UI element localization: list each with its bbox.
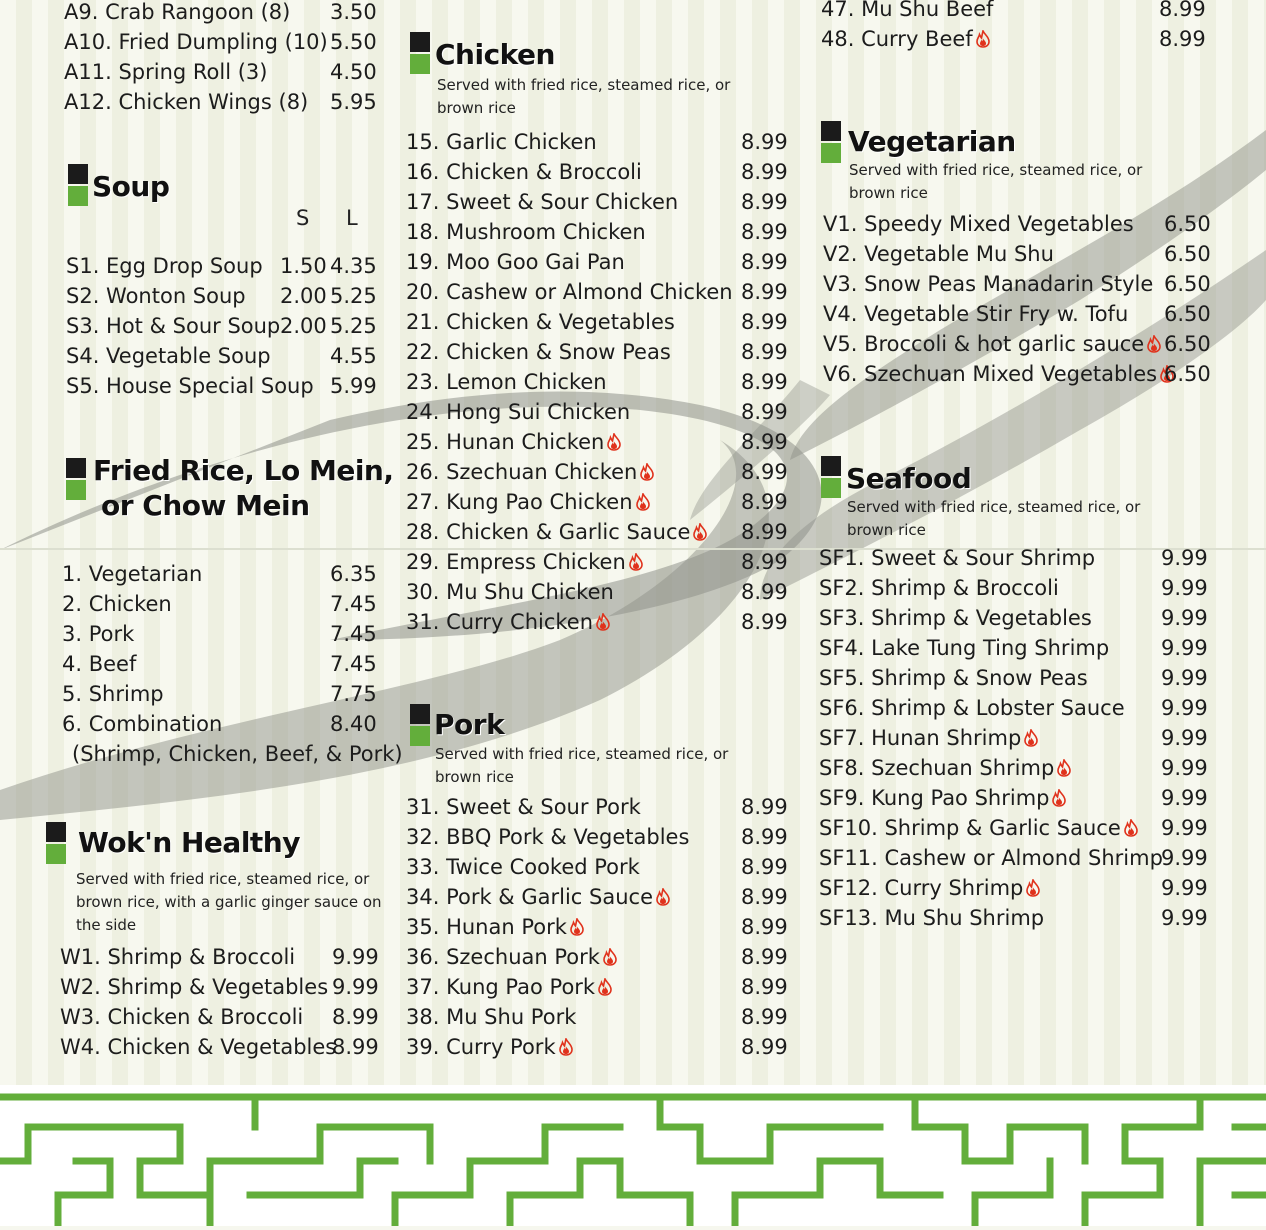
- menu-item: [406, 457, 791, 487]
- item-price: 9.99: [1161, 756, 1208, 780]
- menu-item: [406, 427, 791, 457]
- item-price: 9.99: [1161, 906, 1208, 930]
- chili-flame-icon: [603, 948, 617, 966]
- section-marker-icon: [821, 121, 841, 163]
- item-price: 8.99: [741, 430, 788, 454]
- section-title: Pork: [434, 708, 505, 741]
- menu-item: [406, 397, 791, 427]
- item-name: 37. Kung Pao Pork: [406, 975, 596, 999]
- item-name: SF1. Sweet & Sour Shrimp: [819, 546, 1096, 570]
- item-name: S2. Wonton Soup: [66, 284, 246, 308]
- decorative-fret-border: [0, 1085, 1266, 1226]
- item-price: 8.99: [741, 550, 788, 574]
- item-name: 18. Mushroom Chicken: [406, 220, 646, 244]
- item-name: SF3. Shrimp & Vegetables: [819, 606, 1092, 630]
- item-name: 15. Garlic Chicken: [406, 130, 597, 154]
- item-price: 9.99: [1161, 846, 1208, 870]
- menu-item: [66, 371, 396, 401]
- menu-item: [66, 311, 396, 341]
- item-price: 8.99: [741, 250, 788, 274]
- chili-flame-icon: [656, 888, 670, 906]
- size-large-header: L: [346, 206, 358, 230]
- item-price-small: 2.00: [280, 284, 327, 308]
- item-name: A12. Chicken Wings (8): [64, 90, 309, 114]
- item-price: 8.99: [741, 610, 788, 634]
- item-name: 30. Mu Shu Chicken: [406, 580, 614, 604]
- item-price: 8.99: [741, 400, 788, 424]
- section-description: Served with fried rice, steamed rice, or brown rice: [847, 498, 1141, 539]
- chili-flame-icon: [693, 523, 707, 541]
- item-price: 8.99: [741, 580, 788, 604]
- section-title: Seafood: [846, 462, 972, 495]
- item-name: A10. Fried Dumpling (10): [64, 30, 328, 54]
- item-price: 6.50: [1164, 242, 1211, 266]
- item-price: 8.99: [741, 310, 788, 334]
- menu-item: [819, 633, 1219, 663]
- item-price: 9.99: [1161, 876, 1208, 900]
- item-price: 8.99: [741, 220, 788, 244]
- menu-item: [406, 547, 791, 577]
- item-name: V1. Speedy Mixed Vegetables: [823, 212, 1134, 236]
- item-name: 33. Twice Cooked Pork: [406, 855, 640, 879]
- item-price: 8.99: [741, 160, 788, 184]
- menu-item: [823, 329, 1223, 359]
- item-name: 31. Curry Chicken: [406, 610, 594, 634]
- item-price: 8.99: [741, 825, 788, 849]
- item-name: 16. Chicken & Broccoli: [406, 160, 642, 184]
- item-price: 8.99: [741, 190, 788, 214]
- item-price: 8.99: [741, 1005, 788, 1029]
- chili-flame-icon: [596, 613, 610, 631]
- menu-item: [406, 942, 791, 972]
- chili-flame-icon: [1124, 819, 1138, 837]
- menu-item: [62, 649, 392, 679]
- menu-item: [819, 813, 1219, 843]
- item-name: 2. Chicken: [62, 592, 172, 616]
- item-note: [62, 739, 403, 769]
- menu-item: [406, 127, 791, 157]
- item-price: 9.99: [1161, 636, 1208, 660]
- item-name: S1. Egg Drop Soup: [66, 254, 263, 278]
- item-name: W2. Shrimp & Vegetables: [60, 975, 329, 999]
- menu-item: [823, 209, 1223, 239]
- menu-item: [819, 903, 1219, 933]
- menu-item: [406, 792, 791, 822]
- menu-item: [64, 57, 394, 87]
- item-price: 8.99: [741, 370, 788, 394]
- menu-item: [60, 972, 390, 1002]
- item-price: 9.99: [1161, 576, 1208, 600]
- menu-column-left: [0, 0, 403, 1085]
- item-price: 9.99: [1161, 786, 1208, 810]
- item-name: 29. Empress Chicken: [406, 550, 626, 574]
- menu-item: [64, 27, 394, 57]
- section-marker-icon: [410, 704, 430, 746]
- item-name: 36. Szechuan Pork: [406, 945, 600, 969]
- fret-pattern: [0, 1085, 1266, 1226]
- chili-flame-icon: [1147, 335, 1161, 353]
- item-price: 8.99: [1159, 27, 1206, 51]
- item-price: 8.99: [741, 520, 788, 544]
- menu-item: [406, 187, 791, 217]
- item-price: 8.99: [741, 885, 788, 909]
- section-description: Served with fried rice, steamed rice, or brown rice, with a garlic ginger sauce on the side: [76, 870, 382, 934]
- item-name: SF2. Shrimp & Broccoli: [819, 576, 1059, 600]
- vegetarian-list: [823, 209, 1223, 389]
- item-name: V5. Broccoli & hot garlic sauce: [823, 332, 1145, 356]
- section-description: Served with fried rice, steamed rice, or brown rice: [437, 76, 731, 117]
- menu-item: [64, 0, 394, 27]
- item-name: 22. Chicken & Snow Peas: [406, 340, 671, 364]
- item-name: W1. Shrimp & Broccoli: [60, 945, 296, 969]
- menu-item: [406, 1002, 791, 1032]
- item-name: S5. House Special Soup: [66, 374, 314, 398]
- item-price: 4.50: [330, 60, 377, 84]
- chili-flame-icon: [1057, 759, 1071, 777]
- item-price: 3.50: [330, 0, 377, 24]
- item-name: 24. Hong Sui Chicken: [406, 400, 631, 424]
- section-marker-icon: [66, 458, 86, 500]
- item-name: SF9. Kung Pao Shrimp: [819, 786, 1050, 810]
- menu-item: [406, 247, 791, 277]
- item-price: 8.99: [741, 945, 788, 969]
- item-name: 21. Chicken & Vegetables: [406, 310, 675, 334]
- item-name: SF6. Shrimp & Lobster Sauce: [819, 696, 1125, 720]
- menu-item: [406, 277, 791, 307]
- menu-item: [66, 251, 396, 281]
- item-name: 47. Mu Shu Beef: [821, 0, 994, 21]
- item-name: 48. Curry Beef: [821, 27, 973, 51]
- item-price: 7.75: [330, 682, 377, 706]
- menu-item: [406, 972, 791, 1002]
- item-price: 9.99: [1161, 666, 1208, 690]
- menu-item: [821, 0, 1221, 24]
- item-name: 35. Hunan Pork: [406, 915, 567, 939]
- item-price-large: 5.25: [330, 314, 377, 338]
- item-price: 6.50: [1164, 362, 1211, 386]
- menu-column-right: [815, 0, 1266, 1085]
- item-price: 9.99: [332, 975, 379, 999]
- item-price: 9.99: [1161, 696, 1208, 720]
- item-price: 7.45: [330, 592, 377, 616]
- item-name: 27. Kung Pao Chicken: [406, 490, 633, 514]
- menu-item: [62, 679, 392, 709]
- menu-item: [823, 269, 1223, 299]
- section-marker-icon: [410, 32, 430, 74]
- item-price: 8.99: [741, 915, 788, 939]
- item-price: 6.50: [1164, 212, 1211, 236]
- beef-list: [821, 0, 1221, 54]
- item-name: 4. Beef: [62, 652, 137, 676]
- menu-item: [819, 573, 1219, 603]
- section-title-line1: Fried Rice, Lo Mein,: [93, 454, 394, 487]
- menu-item: [66, 281, 396, 311]
- item-name: SF13. Mu Shu Shrimp: [819, 906, 1045, 930]
- item-price: 8.99: [741, 460, 788, 484]
- section-description: Served with fried rice, steamed rice, or brown rice: [849, 161, 1143, 202]
- menu-item: [406, 517, 791, 547]
- menu-item: [406, 912, 791, 942]
- chicken-list: [406, 127, 791, 637]
- section-description: Served with fried rice, steamed rice, or brown rice: [435, 745, 729, 786]
- menu-item: [406, 577, 791, 607]
- fried-rice-list: [62, 559, 403, 769]
- item-price: 9.99: [1161, 816, 1208, 840]
- item-name: SF5. Shrimp & Snow Peas: [819, 666, 1088, 690]
- item-price: 9.99: [1161, 726, 1208, 750]
- item-name: 34. Pork & Garlic Sauce: [406, 885, 653, 909]
- item-name: V6. Szechuan Mixed Vegetables: [823, 362, 1158, 386]
- item-name: 32. BBQ Pork & Vegetables: [406, 825, 690, 849]
- section-title: Vegetarian: [848, 125, 1016, 158]
- chili-flame-icon: [1052, 789, 1066, 807]
- section-marker-icon: [68, 164, 88, 206]
- section-marker-icon: [821, 456, 841, 498]
- menu-item: [406, 822, 791, 852]
- item-price-large: 4.35: [330, 254, 377, 278]
- menu-item: [823, 239, 1223, 269]
- size-small-header: S: [296, 206, 310, 230]
- item-price: 6.50: [1164, 302, 1211, 326]
- item-price-small: 2.00: [280, 314, 327, 338]
- item-name: SF4. Lake Tung Ting Shrimp: [819, 636, 1110, 660]
- menu-item: [819, 663, 1219, 693]
- menu-item: [60, 1032, 390, 1062]
- item-name: V2. Vegetable Mu Shu: [823, 242, 1054, 266]
- item-name: A9. Crab Rangoon (8): [64, 0, 291, 24]
- item-price-large: 5.99: [330, 374, 377, 398]
- menu-item: [823, 359, 1223, 389]
- section-title: Wok'n Healthy: [78, 826, 300, 859]
- item-price: 6.35: [330, 562, 377, 586]
- item-name: 6. Combination: [62, 712, 223, 736]
- combination-note: (Shrimp, Chicken, Beef, & Pork): [72, 742, 403, 766]
- item-name: 38. Mu Shu Pork: [406, 1005, 577, 1029]
- section-marker-icon: [46, 822, 66, 864]
- menu-item: [406, 487, 791, 517]
- item-name: SF11. Cashew or Almond Shrimp: [819, 846, 1163, 870]
- menu-item: [60, 942, 390, 972]
- item-price: 9.99: [332, 945, 379, 969]
- item-name: SF7. Hunan Shrimp: [819, 726, 1022, 750]
- menu-item: [62, 559, 392, 589]
- seafood-list: [819, 543, 1219, 933]
- menu-item: [819, 693, 1219, 723]
- item-name: 28. Chicken & Garlic Sauce: [406, 520, 691, 544]
- item-price-large: 5.25: [330, 284, 377, 308]
- menu-column-middle: [400, 0, 800, 1085]
- item-name: 39. Curry Pork: [406, 1035, 556, 1059]
- chili-flame-icon: [1024, 729, 1038, 747]
- chili-flame-icon: [559, 1038, 573, 1056]
- item-name: 26. Szechuan Chicken: [406, 460, 638, 484]
- item-price: 8.99: [741, 280, 788, 304]
- item-name: V4. Vegetable Stir Fry w. Tofu: [823, 302, 1129, 326]
- item-price-large: 4.55: [330, 344, 377, 368]
- item-price-small: 1.50: [280, 254, 327, 278]
- menu-item: [62, 619, 392, 649]
- chili-flame-icon: [640, 463, 654, 481]
- item-price: 8.99: [741, 1035, 788, 1059]
- menu-item: [406, 307, 791, 337]
- item-name: 19. Moo Goo Gai Pan: [406, 250, 625, 274]
- item-price: 6.50: [1164, 272, 1211, 296]
- menu-item: [62, 709, 392, 739]
- chili-flame-icon: [607, 433, 621, 451]
- menu-item: [819, 603, 1219, 633]
- item-name: 1. Vegetarian: [62, 562, 203, 586]
- item-name: SF8. Szechuan Shrimp: [819, 756, 1055, 780]
- item-name: 31. Sweet & Sour Pork: [406, 795, 641, 819]
- item-price: 5.50: [330, 30, 377, 54]
- menu-item: [66, 341, 396, 371]
- chili-flame-icon: [1026, 879, 1040, 897]
- chili-flame-icon: [598, 978, 612, 996]
- item-price: 5.95: [330, 90, 377, 114]
- item-name: SF10. Shrimp & Garlic Sauce: [819, 816, 1121, 840]
- chili-flame-icon: [976, 30, 990, 48]
- item-name: 17. Sweet & Sour Chicken: [406, 190, 679, 214]
- menu-item: [819, 753, 1219, 783]
- item-price: 8.99: [741, 975, 788, 999]
- item-price: 8.99: [741, 855, 788, 879]
- item-price: 9.99: [1161, 606, 1208, 630]
- item-price: 8.99: [332, 1035, 379, 1059]
- menu-item: [823, 299, 1223, 329]
- item-price: 8.99: [332, 1005, 379, 1029]
- wok-healthy-list: [60, 942, 390, 1062]
- chili-flame-icon: [570, 918, 584, 936]
- item-price: 8.40: [330, 712, 377, 736]
- item-name: 23. Lemon Chicken: [406, 370, 607, 394]
- menu-item: [819, 873, 1219, 903]
- menu-item: [406, 607, 791, 637]
- menu-item: [406, 217, 791, 247]
- item-price: 8.99: [741, 340, 788, 364]
- item-name: 25. Hunan Chicken: [406, 430, 605, 454]
- item-name: V3. Snow Peas Manadarin Style: [823, 272, 1154, 296]
- item-price: 8.99: [1159, 0, 1206, 21]
- menu-item: [819, 723, 1219, 753]
- section-title: Chicken: [435, 38, 555, 71]
- menu-item: [60, 1002, 390, 1032]
- menu-item: [406, 367, 791, 397]
- menu-item: [64, 87, 394, 117]
- appetizer-list: [64, 0, 394, 117]
- item-price: 8.99: [741, 130, 788, 154]
- chili-flame-icon: [629, 553, 643, 571]
- chili-flame-icon: [636, 493, 650, 511]
- menu-item: [819, 543, 1219, 573]
- item-name: W4. Chicken & Vegetables: [60, 1035, 337, 1059]
- menu-item: [819, 783, 1219, 813]
- item-name: 20. Cashew or Almond Chicken: [406, 280, 733, 304]
- menu-item: [406, 157, 791, 187]
- item-price: 7.45: [330, 622, 377, 646]
- menu-item: [819, 843, 1219, 873]
- menu-item: [406, 1032, 791, 1062]
- item-price: 8.99: [741, 490, 788, 514]
- pork-list: [406, 792, 791, 1062]
- soup-list: [66, 251, 396, 401]
- item-price: 9.99: [1161, 546, 1208, 570]
- item-price: 7.45: [330, 652, 377, 676]
- item-name: 3. Pork: [62, 622, 135, 646]
- item-name: S3. Hot & Sour Soup: [66, 314, 281, 338]
- item-name: W3. Chicken & Broccoli: [60, 1005, 304, 1029]
- item-price: 8.99: [741, 795, 788, 819]
- menu-item: [62, 589, 392, 619]
- item-name: SF12. Curry Shrimp: [819, 876, 1024, 900]
- item-name: 5. Shrimp: [62, 682, 164, 706]
- section-title-line2: or Chow Mein: [101, 489, 310, 522]
- menu-item: [406, 882, 791, 912]
- menu-item: [406, 852, 791, 882]
- section-title: [93, 453, 394, 523]
- item-price: 6.50: [1164, 332, 1211, 356]
- item-name: S4. Vegetable Soup: [66, 344, 271, 368]
- menu-item: [821, 24, 1221, 54]
- item-name: A11. Spring Roll (3): [64, 60, 268, 84]
- section-title: Soup: [92, 170, 170, 203]
- menu-item: [406, 337, 791, 367]
